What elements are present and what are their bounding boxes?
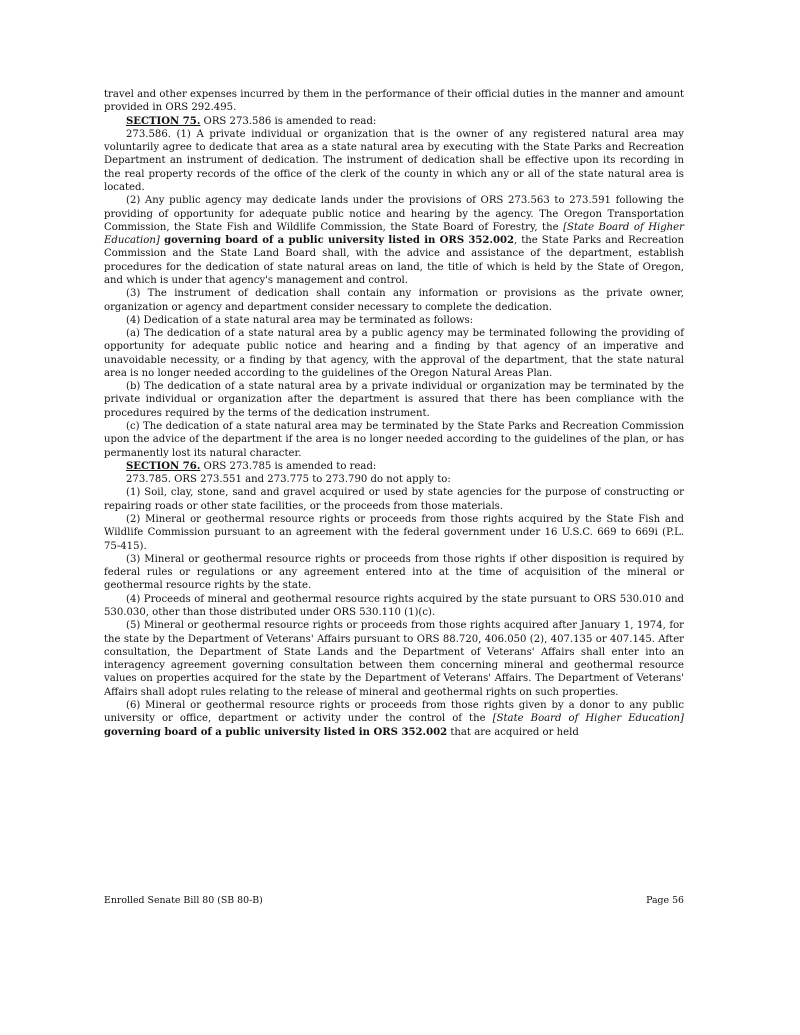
paragraph (104, 699, 684, 739)
paragraph: (2) Mineral or geothermal resource rights or proceeds from those rights acquired by the State Fish and Wildlife Commission pursuant to an agreement with the federal government under 16 U.S.C. 669 to 669i (P.L. 75-415). (104, 514, 684, 552)
section-75-intro-text: ORS 273.586 is amended to read: (200, 115, 377, 127)
paragraph: 273.785. ORS 273.551 and 273.775 to 273.790 do not apply to: (126, 474, 451, 486)
paragraph: (b) The dedication of a state natural area by a private individual or organization may be terminated by the private individual or organization after the department is assured that there has been compliance with the procedures required by the terms of the dedication instrument. (104, 381, 684, 419)
document-body (104, 88, 684, 739)
paragraph: travel and other expenses incurred by them in the performance of their official duties in the manner and amount provided in ORS 292.495. (104, 89, 684, 114)
page-footer (104, 895, 684, 906)
bill-identifier: Enrolled Senate Bill 80 (SB 80-B) (104, 895, 263, 906)
section-76-intro (104, 460, 684, 473)
section-75-intro (104, 115, 684, 128)
paragraph-text: (2) Any public agency may dedicate lands under the provisions of ORS 273.563 to 273.591 following the providing of opportunity for adequate public notice and hearing by the agency. The Oregon Transportation Commission, the State Fish and Wildlife Commission, the State Board of Forestry, the (104, 195, 684, 233)
paragraph-text: (6) Mineral or geothermal resource rights or proceeds from those rights given by a donor to any public university or office, department or activity under the control of the (104, 699, 684, 725)
page-number: Page 56 (646, 895, 684, 906)
paragraph: (5) Mineral or geothermal resource rights or proceeds from those rights acquired after January 1, 1974, for the state by the Department of Veterans' Affairs pursuant to ORS 88.720, 406.050 (2), 407.135 or 407.145. After consultation, the Department of State Lands and the Department of Veterans' Affairs shall enter into an interagency agreement governing consultation between them concerning mineral and geothermal resource values on properties acquired for the state by the Department of Veterans' Affairs. The Department of Veterans' Affairs shall adopt rules relating to the release of mineral and geothermal rights on such properties. (104, 620, 684, 698)
new-text: governing board of a public university listed in ORS 352.002 (159, 235, 515, 247)
paragraph-text: , the State Parks and Recreation Commission and the State Land Board shall, with the advice and assistance of the department, establish procedures for the dedication of state natural areas on land, the title of which is held by the State of Oregon, and which is under that agency's management and control. (104, 235, 684, 286)
paragraph: (1) Soil, clay, stone, sand and gravel acquired or used by state agencies for the purpose of constructing or repairing roads or other state facilities, or the proceeds from those materials. (104, 487, 684, 512)
deleted-text: [State Board of Higher Education] (492, 713, 684, 725)
paragraph: (4) Proceeds of mineral and geothermal resource rights acquired by the state pursuant to ORS 530.010 and 530.030, other than those distributed under ORS 530.110 (1)(c). (104, 593, 684, 618)
section-75-heading: SECTION 75. (126, 115, 201, 127)
paragraph: (a) The dedication of a state natural area by a public agency may be terminated following the providing of opportunity for adequate public notice and hearing and a finding by that agency of an imperative and unavoidable necessity, or a finding by that agency, with the approval of the department, that the state natural area is no longer needed according to the guidelines of the Oregon Natural Areas Plan. (104, 328, 684, 379)
section-76-heading: SECTION 76. (126, 460, 201, 472)
paragraph: 273.586. (1) A private individual or organization that is the owner of any registered natural area may voluntarily agree to dedicate that area as a state natural area by executing with the State Parks and Recreation Department an instrument of dedication. The instrument of dedication shall be effective upon its recording in the real property records of the office of the clerk of the county in which any or all of the state natural area is located. (104, 128, 684, 193)
paragraph: (4) Dedication of a state natural area may be terminated as follows: (126, 314, 474, 326)
deleted-text: [State Board of Higher Education] (104, 221, 684, 247)
paragraph-text: that are acquired or held (447, 726, 579, 738)
paragraph: (3) Mineral or geothermal resource rights or proceeds from those rights if other disposition is required by federal rules or regulations or any agreement entered into at the time of acquisition of the mineral or geothermal resource rights by the state. (104, 553, 684, 592)
new-text: governing board of a public university listed in ORS 352.002 (104, 726, 448, 738)
paragraph (104, 194, 684, 287)
paragraph: (c) The dedication of a state natural area may be terminated by the State Parks and Recreation Commission upon the advice of the department if the area is no longer needed according to the guidelines of the plan, or has permanently lost its natural character. (104, 421, 684, 459)
section-76-intro-text: ORS 273.785 is amended to read: (200, 460, 377, 472)
paragraph: (3) The instrument of dedication shall contain any information or provisions as the private owner, organization or agency and department consider necessary to complete the dedication. (104, 288, 684, 313)
